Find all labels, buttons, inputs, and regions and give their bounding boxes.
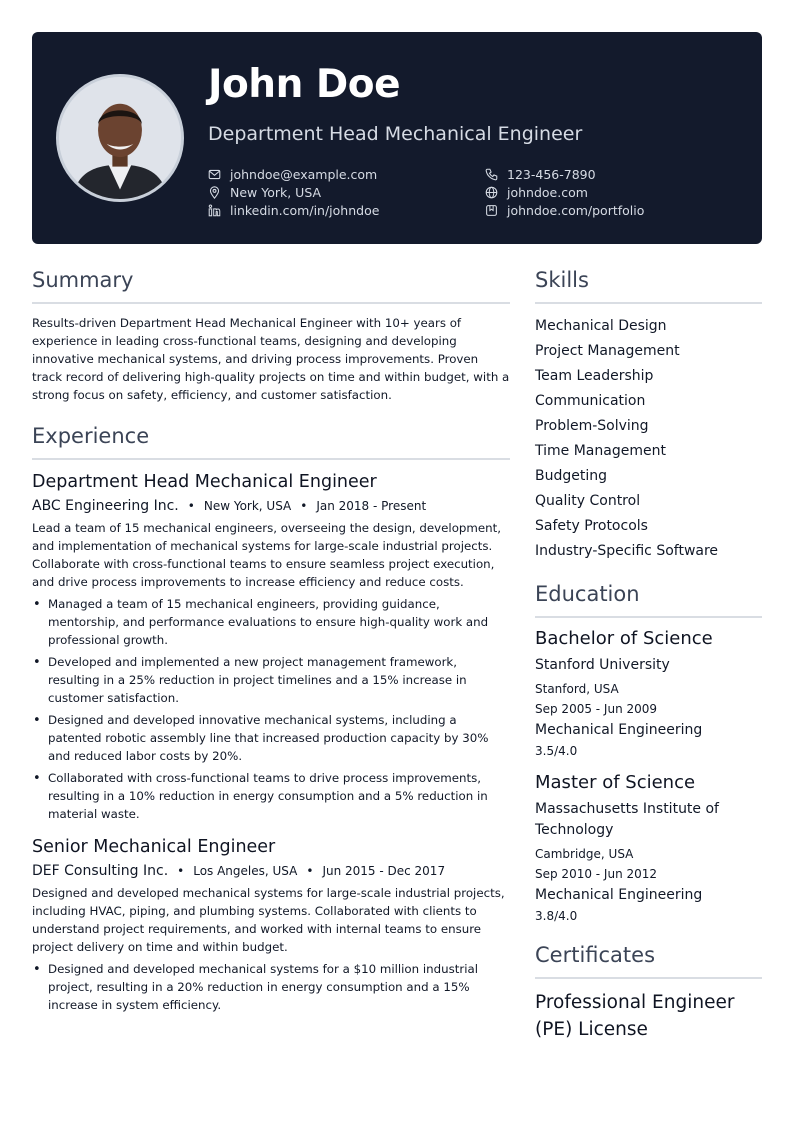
- separator-dot: •: [187, 499, 195, 513]
- job-description: Lead a team of 15 mechanical engineers, overseeing the design, development, and implementation of mechanical systems for large-scale industrial projects. Collaborate with cross-functional teams to ensure seamless project execution, and drive process improvements to increase efficiency and reduce costs.: [32, 521, 502, 589]
- job-achievements: [32, 960, 510, 1014]
- profile-photo-image: [59, 77, 181, 199]
- job-achievements: [32, 595, 510, 823]
- field-of-study: Mechanical Engineering: [535, 887, 703, 903]
- job-description: Designed and developed mechanical systems for large-scale industrial projects, including HVAC, piping, and plumbing systems. Collaborated with clients to understand project requirements, and worked with internal teams to ensure project delivery on time and within budget.: [32, 886, 505, 954]
- skill-item: Safety Protocols: [535, 518, 648, 534]
- contact-website[interactable]: [485, 183, 588, 201]
- job-title: Department Head Mechanical Engineer: [32, 472, 377, 492]
- contact-linkedin-text: linkedin.com/in/johndoe: [230, 202, 380, 218]
- school-name: Massachusetts Institute of Technology: [535, 801, 719, 838]
- portfolio-icon: [485, 204, 498, 217]
- job-company: DEF Consulting Inc.: [32, 863, 169, 879]
- job-meta: [32, 498, 510, 514]
- profile-photo: [56, 74, 184, 202]
- skill-item: Mechanical Design: [535, 318, 667, 334]
- job-dates: Jun 2015 - Dec 2017: [322, 864, 446, 878]
- education-heading: Education: [535, 582, 762, 618]
- achievement-item: • Collaborated with cross-functional teams to drive process improvements, resulting in a 10% reduction in energy consumption and a 5% reduction in material waste.: [32, 769, 510, 823]
- job-location: New York, USA: [203, 499, 292, 513]
- certificate-item: Professional Engineer (PE) License: [535, 992, 735, 1040]
- achievement-item: • Managed a team of 15 mechanical engineers, providing guidance, mentorship, and performance evaluations to ensure high-quality work and professional growth.: [32, 595, 510, 649]
- candidate-name: John Doe: [208, 62, 401, 107]
- contact-phone[interactable]: [485, 165, 596, 183]
- field-of-study: Mechanical Engineering: [535, 722, 703, 738]
- separator-dot: •: [300, 499, 308, 513]
- phone-icon: [485, 168, 498, 181]
- separator-dot: •: [306, 864, 314, 878]
- skill-item: Project Management: [535, 343, 680, 359]
- education-entry: [535, 772, 762, 923]
- linkedin-icon: [208, 204, 221, 217]
- job-entry: [32, 837, 510, 1014]
- achievement-item: • Designed and developed mechanical systems for a $10 million industrial project, resulting in a 20% reduction in energy consumption and a 15% increase in system efficiency.: [32, 960, 510, 1014]
- candidate-role: Department Head Mechanical Engineer: [208, 123, 583, 145]
- skills-list: [535, 314, 762, 564]
- contact-email-text: johndoe@example.com: [230, 166, 378, 182]
- job-location: Los Angeles, USA: [193, 864, 298, 878]
- contact-portfolio-text: johndoe.com/portfolio: [507, 202, 645, 218]
- gpa: 3.5/4.0: [535, 744, 578, 758]
- mail-icon: [208, 168, 221, 181]
- education-dates: Sep 2010 - Jun 2012: [535, 867, 658, 881]
- skills-heading: Skills: [535, 268, 762, 304]
- achievement-item: • Designed and developed innovative mechanical systems, including a patented robotic assembly line that increased production capacity by 30% and reduced labor costs by 20%.: [32, 711, 510, 765]
- summary-text: Results-driven Department Head Mechanical Engineer with 10+ years of experience in leading cross-functional teams, designing and developing innovative mechanical systems, and driving process improvements. Proven track record of delivering high-quality projects on time and within budget, with a strong focus on safety, efficiency, and customer satisfaction.: [32, 316, 510, 402]
- contact-portfolio[interactable]: [485, 201, 644, 219]
- experience-heading: Experience: [32, 424, 510, 460]
- job-entry: [32, 472, 510, 823]
- contact-location: [208, 183, 321, 201]
- contact-linkedin[interactable]: [208, 201, 379, 219]
- contact-website-text: johndoe.com: [507, 184, 588, 200]
- school-location: Cambridge, USA: [535, 847, 634, 861]
- job-dates: Jan 2018 - Present: [316, 499, 427, 513]
- summary-heading: Summary: [32, 268, 510, 304]
- skill-item: Problem-Solving: [535, 418, 649, 434]
- job-meta: [32, 863, 510, 879]
- contact-email[interactable]: [208, 165, 377, 183]
- degree-title: Master of Science: [535, 772, 696, 793]
- globe-icon: [485, 186, 498, 199]
- resume-header: [32, 32, 762, 244]
- job-title: Senior Mechanical Engineer: [32, 837, 276, 857]
- side-column: [535, 268, 762, 1043]
- contact-location-text: New York, USA: [230, 184, 322, 200]
- school-name: Stanford University: [535, 657, 670, 673]
- education-dates: Sep 2005 - Jun 2009: [535, 702, 658, 716]
- gpa: 3.8/4.0: [535, 909, 578, 923]
- job-company: ABC Engineering Inc.: [32, 498, 179, 514]
- separator-dot: •: [177, 864, 185, 878]
- map-pin-icon: [208, 186, 221, 199]
- skill-item: Time Management: [535, 443, 666, 459]
- main-column: [32, 268, 510, 1018]
- certificates-heading: Certificates: [535, 943, 762, 979]
- skill-item: Team Leadership: [535, 368, 654, 384]
- skill-item: Quality Control: [535, 493, 641, 509]
- skill-item: Budgeting: [535, 468, 608, 484]
- school-location: Stanford, USA: [535, 682, 619, 696]
- skill-item: Industry-Specific Software: [535, 543, 719, 559]
- skill-item: Communication: [535, 393, 646, 409]
- degree-title: Bachelor of Science: [535, 628, 713, 649]
- contact-phone-text: 123-456-7890: [507, 166, 596, 182]
- education-entry: [535, 628, 762, 758]
- achievement-item: • Developed and implemented a new project management framework, resulting in a 25% reduction in project timelines and a 15% increase in customer satisfaction.: [32, 653, 510, 707]
